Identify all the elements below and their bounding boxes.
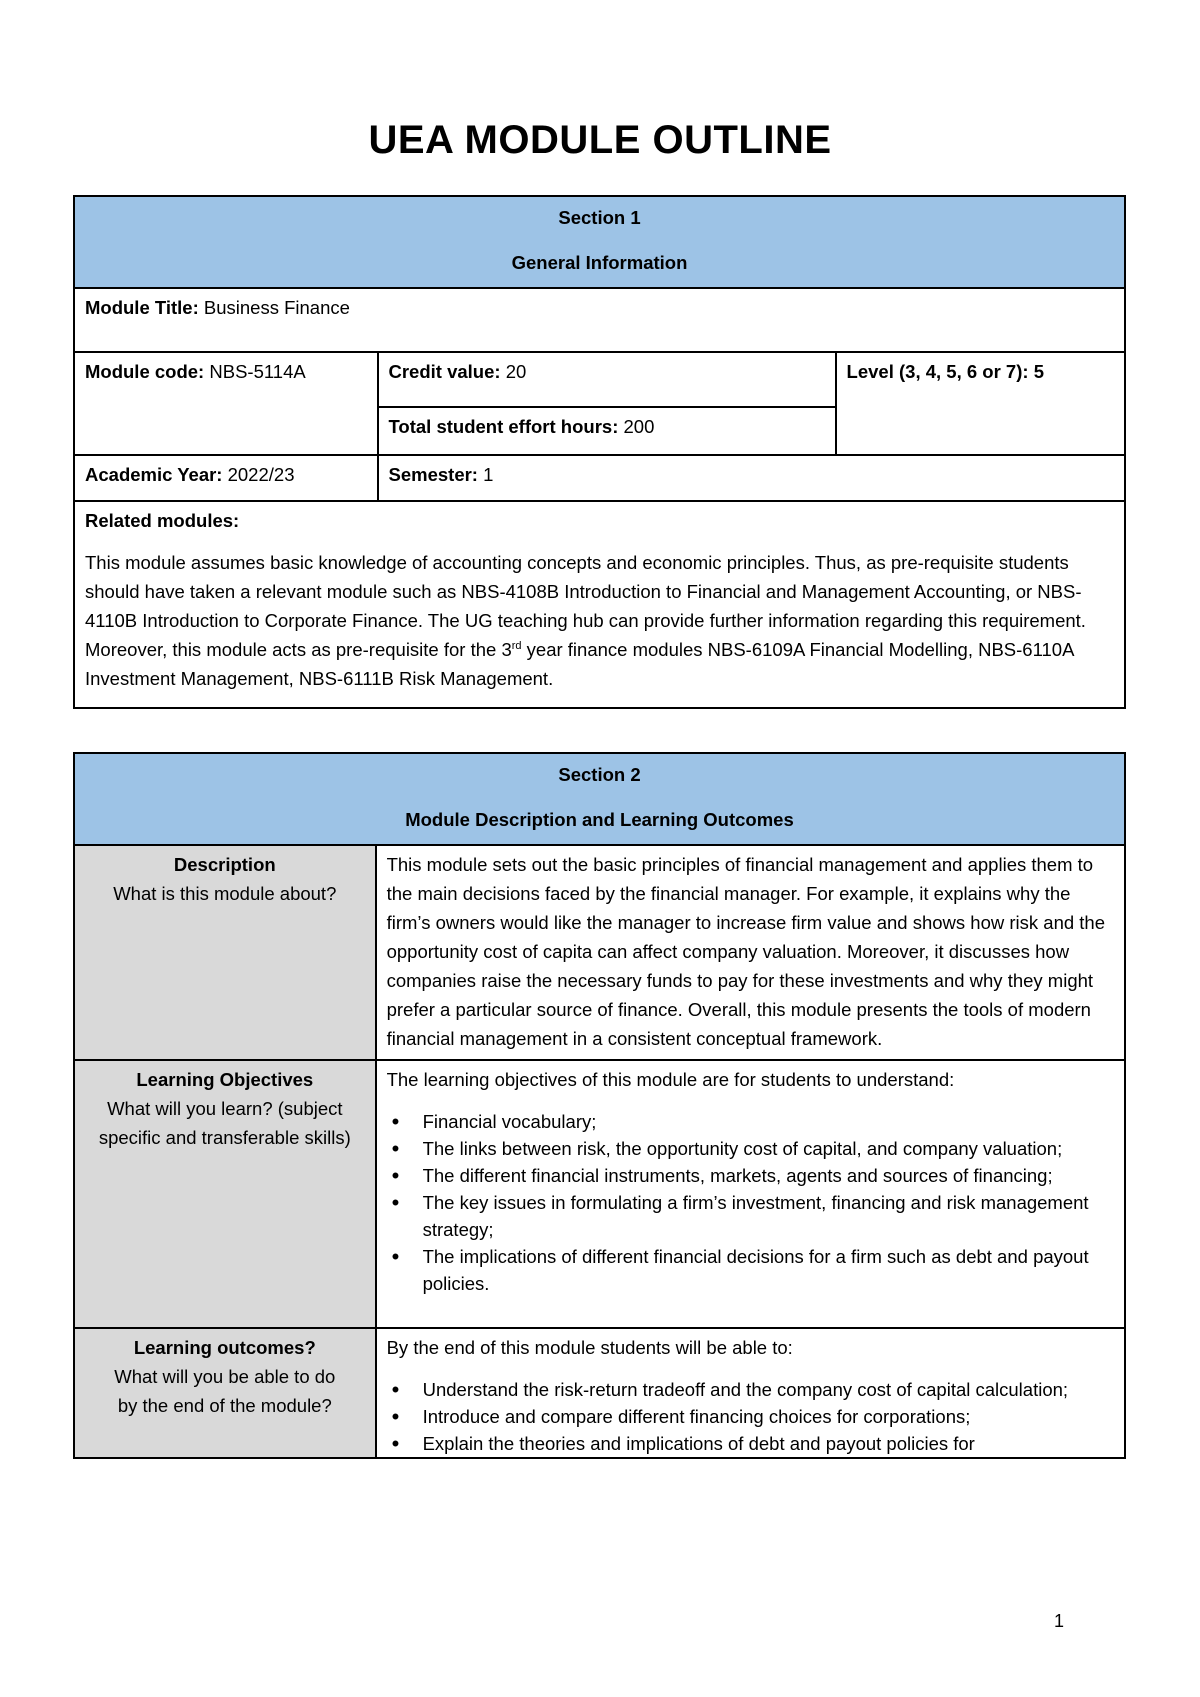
section1-subheading: General Information [511,252,688,273]
objectives-label: Learning Objectives [136,1069,314,1090]
credit-value-label: Credit value: [388,361,501,382]
description-label-cell [74,845,376,1060]
description-text: This module sets out the basic principles of financial management and applies them to the main decisions faced by the financial manager. For example, it explains why the firm’s owners would like the manager to increase firm value and shows how risk and the opportunity cost of capita can affect company valuation. Moreover, it discusses how companies raise the necessary funds to pay for these investments and why they might prefer a particular source of finance. Overall, this module presents the tools of modern financial management in a consistent conceptual framework. [386,854,1106,1049]
objectives-question: What will you learn? (subject specific and transferable skills) [98,1098,351,1148]
level-label: Level (3, 4, 5, 6 or 7): [846,361,1029,382]
outcomes-question: What will you be able to do by the end of the module? [114,1366,336,1416]
outcomes-label-cell [74,1328,376,1458]
level-cell [836,352,1125,455]
module-title-value: Business Finance [203,297,350,318]
related-modules-text: This module assumes basic knowledge of accounting concepts and economic principles. Thus, as pre-requisite students should have taken a relevant module such as NBS-4108B Introduction to Financial and Management Accounting, or NBS-4110B Introduction to Corporate Finance. The UG teaching hub can provide further information regarding this requirement. Moreover, this module acts as pre-requisite for the 3rd year finance modules NBS-6109A Financial Modelling, NBS-6110A Investment Management, NBS-6111B Risk Management. [85,552,1086,689]
semester-label: Semester: [388,464,478,485]
document-title: UEA MODULE OUTLINE [368,118,832,162]
section2-table [73,752,1126,1459]
section2-subheading: Module Description and Learning Outcomes [405,809,794,830]
list-item: • The key issues in formulating a firm’s investment, financing and risk management strategy; [423,1189,1114,1243]
objectives-intro: The learning objectives of this module are for students to understand: [386,1069,955,1090]
related-modules-label: Related modules: [85,510,240,531]
list-item: • Financial vocabulary; [423,1108,1114,1135]
list-item: • The links between risk, the opportunity cost of capital, and company valuation; [423,1135,1114,1162]
outcomes-label: Learning outcomes? [133,1337,316,1358]
semester-value: 1 [483,464,494,485]
section1-table [73,195,1126,709]
list-item: • Understand the risk-return tradeoff and the company cost of capital calculation; [423,1376,1114,1403]
list-item: • Explain the theories and implications of debt and payout policies for [423,1430,1114,1457]
module-code-cell [74,352,378,455]
outcomes-list [387,1376,1114,1457]
module-code-label: Module code: [85,361,205,382]
outcomes-content-cell [376,1328,1125,1458]
outcomes-intro: By the end of this module students will be able to: [386,1337,793,1358]
effort-hours-cell [378,407,836,455]
section1-heading: Section 1 [558,207,641,228]
list-item: • The implications of different financial decisions for a firm such as debt and payout policies. [423,1243,1114,1297]
academic-year-value: 2022/23 [227,464,295,485]
list-item: • The different financial instruments, markets, agents and sources of financing; [423,1162,1114,1189]
credit-value: 20 [505,361,527,382]
section2-header [74,753,1125,845]
page-number: 1 [1053,1611,1064,1631]
description-question: What is this module about? [113,883,337,904]
semester-cell [378,455,1126,501]
module-title-cell [74,288,1125,352]
description-text-cell [376,845,1125,1060]
module-code-value: NBS-5114A [209,361,306,382]
description-label: Description [173,854,276,875]
objectives-content-cell [376,1060,1125,1328]
section2-heading: Section 2 [558,764,641,785]
module-title-label: Module Title: [85,297,199,318]
section1-header [74,196,1125,288]
academic-year-label: Academic Year: [85,464,223,485]
related-modules-cell [74,501,1125,708]
level-value: 5 [1033,361,1044,382]
objectives-label-cell [74,1060,376,1328]
list-item: • Introduce and compare different financing choices for corporations; [423,1403,1114,1430]
objectives-list [387,1108,1114,1297]
effort-hours-value: 200 [623,416,655,437]
credit-value-cell [378,352,836,407]
academic-year-cell [74,455,378,501]
effort-hours-label: Total student effort hours: [388,416,619,437]
